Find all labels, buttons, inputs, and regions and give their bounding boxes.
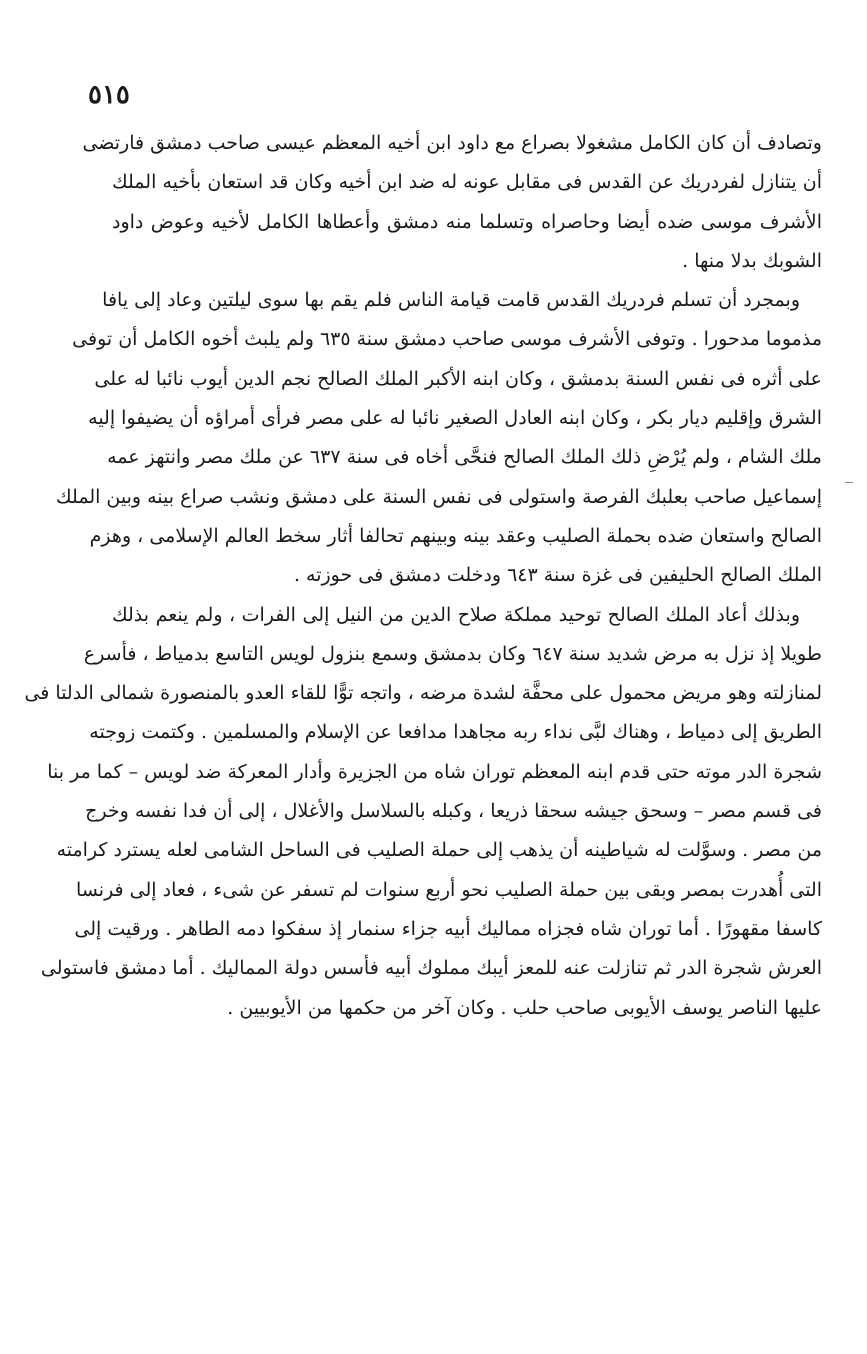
text-line: التى أُهدرت بمصر وبقى بين حملة الصليب نحو أربع سنوات لم تسفر عن شىء ، فعاد إلى فرنسا <box>76 878 822 901</box>
text-line: لمنازلته وهو مريض محمول على محفَّة لشدة مرضه ، واتجه توًّا للقاء العدو بالمنصورة شمالى الدلتا فى <box>24 682 822 705</box>
text-line: من مصر . وسوَّلت له شياطينه أن يذهب إلى حملة الصليب فى الساحل الشامى لعله يسترد كرامته <box>56 839 822 862</box>
text-line: الملك الصالح الحليفين فى غزة سنة ٦٤٣ ودخلت دمشق فى حوزته . <box>293 564 822 587</box>
text-line: الشرق وإقليم ديار بكر ، وكان ابنه العادل الصغير نائبا له على مصر فرأى أمراؤه أن يضيفوا إليه <box>88 407 822 430</box>
text-line: وبمجرد أن تسلم فردريك القدس قامت قيامة الناس فلم يقم بها سوى ليلتين وعاد إلى يافا <box>102 289 800 312</box>
text-line: أن يتنازل لفردريك عن القدس فى مقابل عونه له ضد ابن أخيه وكان قد استعان بأخيه الملك <box>112 171 822 194</box>
text-line: فى قسم مصر – وسحق جيشه سحقا ذريعا ، وكبله بالسلاسل والأغلال ، إلى أن فدا نفسه وخرج <box>85 800 822 823</box>
text-line: عليها الناصر يوسف الأيوبى صاحب حلب . وكان آخر من حكمها من الأيوبيين . <box>227 996 822 1019</box>
text-line: شجرة الدر موته حتى قدم ابنه المعظم توران شاه من الجزيرة وأدار المعركة ضد لويس – كما مر بنا <box>47 760 822 783</box>
text-line: الطريق إلى دمياط ، وهناك لبَّى نداء ربه مجاهدا مدافعا عن الإسلام والمسلمين . وكتمت زوجته <box>89 721 822 744</box>
text-line: مذموما مدحورا . وتوفى الأشرف موسى صاحب دمشق سنة ٦٣٥ ولم يلبث أخوه الكامل أن توفى <box>72 328 822 351</box>
text-line: طويلا إذ نزل به مرض شديد سنة ٦٤٧ وكان بدمشق وسمع بنزول لويس التاسع بدمياط ، فأسرع <box>83 642 822 665</box>
text-line: كاسفا مقهورًا . أما توران شاه فجزاه مماليك أبيه جزاء سنمار إذ سفكوا دمه الطاهر . ورقيت إلى <box>74 917 822 940</box>
text-line: الأشرف موسى ضده أيضا وحاصراه وتسلما منه دمشق وأعطاها الكامل لأخيه وعوض داود <box>112 210 822 233</box>
text-line: وبذلك أعاد الملك الصالح توحيد مملكة صلاح الدين من النيل إلى الفرات ، ولم ينعم بذلك <box>112 603 800 626</box>
body-text <box>24 124 822 1028</box>
text-line: الصالح واستعان ضده بحملة الصليب وعقد بينه وبينهم تحالفا أثار سخط العالم الإسلامى ، وهزم <box>89 524 822 547</box>
text-line: إسماعيل صاحب بعلبك الفرصة واستولى فى نفس السنة على دمشق ونشب صراع بينه وبين الملك <box>56 485 822 508</box>
text-line: العرش شجرة الدر ثم تنازلت عنه للمعز أيبك مملوك أبيه فأسس دولة المماليك . أما دمشق فاستولى <box>40 957 822 980</box>
scan-margin-mark <box>845 482 853 483</box>
page-number: ٥١٥ <box>88 80 130 110</box>
text-line: على أثره فى نفس السنة بدمشق ، وكان ابنه الأكبر الملك الصالح نجم الدين أيوب نائبا له على <box>94 367 822 390</box>
text-line: الشوبك بدلا منها . <box>682 249 822 272</box>
text-line: وتصادف أن كان الكامل مشغولا بصراع مع داود ابن أخيه المعظم عيسى صاحب دمشق فارتضى <box>82 132 822 154</box>
text-line: ملك الشام ، ولم يُرْضِ ذلك الملك الصالح فنحَّى أخاه فى سنة ٦٣٧ عن ملك مصر وانتهز عمه <box>107 446 822 469</box>
